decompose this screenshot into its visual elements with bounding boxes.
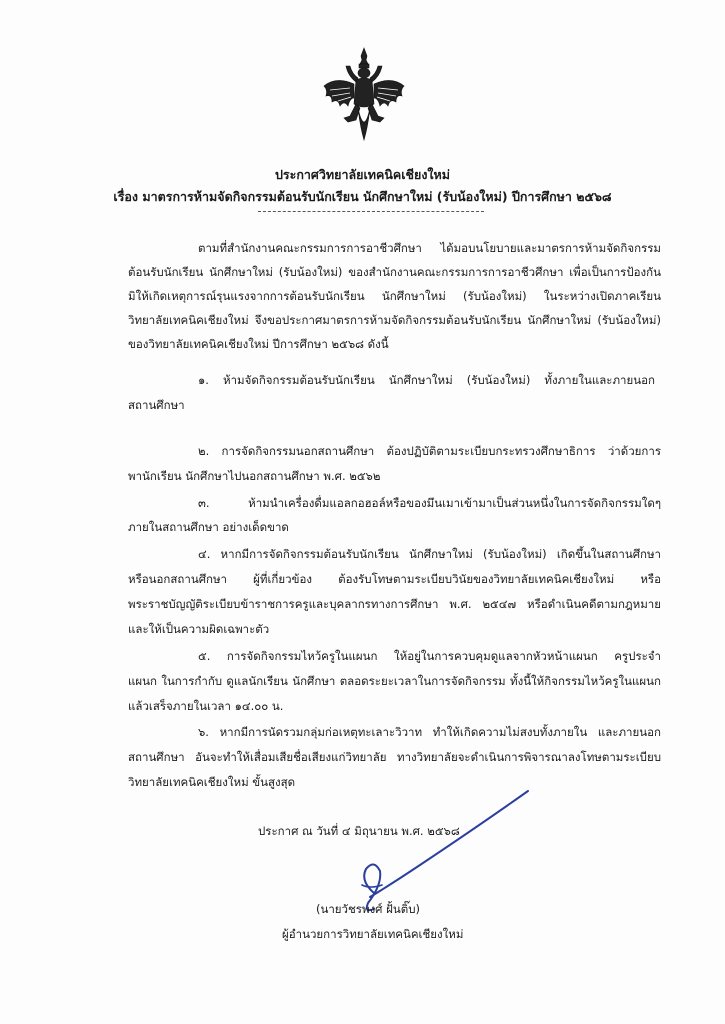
garuda-emblem-icon (322, 46, 406, 142)
signer-position: ผู้อำนวยการวิทยาลัยเทคนิคเชียงใหม่ (282, 927, 464, 941)
item-4-line-2: หรือนอกสถานศึกษา ผู้ที่เกี่ยวข้อง ต้องรับโทษตามระเบียบวินัยของวิทยาลัยเทคนิคเชียงใหม่ หรือ (128, 572, 661, 586)
item-6-line-3: วิทยาลัยเทคนิคเชียงใหม่ ขั้นสูงสุด (128, 775, 296, 789)
item-1-line-1: ๑. ห้ามจัดกิจกรรมต้อนรับนักเรียน นักศึกษาใหม่ (รับน้องใหม่) ทั้งภายในและภายนอก (198, 373, 655, 387)
intro-line-5: ของวิทยาลัยเทคนิคเชียงใหม่ ปีการศึกษา ๒๕๖๘ ดังนี้ (128, 337, 389, 351)
title-divider (258, 211, 484, 212)
announcement-date: ประกาศ ณ วันที่ ๔ มิถุนายน พ.ศ. ๒๕๖๘ (258, 824, 460, 838)
item-4-line-3: พระราชบัญญัติระเบียบข้าราชการครูและบุคลากรทางการศึกษา พ.ศ. ๒๕๔๗ หรือดำเนินคดีตามกฎหมาย (128, 597, 661, 611)
item-1-line-2: สถานศึกษา (128, 398, 185, 412)
item-4-line-4: และให้เป็นความผิดเฉพาะตัว (128, 622, 270, 636)
item-6-line-2: สถานศึกษา อันจะทำให้เสื่อมเสียชื่อเสียงแก่วิทยาลัย ทางวิทยาลัยจะดำเนินการพิจารณาลงโทษตามระเบียบ (128, 750, 661, 764)
signer-name: (นายวัชรพงศ์ ฝั้นติ๊บ) (316, 902, 420, 916)
document-subject: เรื่อง มาตรการห้ามจัดกิจกรรมต้อนรับนักเรียน นักศึกษาใหม่ (รับน้องใหม่) ปีการศึกษา ๒๕๖๘ (113, 189, 612, 204)
item-3-line-2: ภายในสถานศึกษา อย่างเด็ดขาด (128, 520, 289, 534)
intro-line-1: ตามที่สำนักงานคณะกรรมการการอาชีวศึกษา ได้มอบนโยบายและมาตรการห้ามจัดกิจกรรม (198, 241, 661, 255)
item-5-line-1: ๕. การจัดกิจกรรมไหว้ครูในแผนก ให้อยู่ในการควบคุมดูแลจากหัวหน้าแผนก ครูประจำ (198, 649, 661, 663)
item-6-line-1: ๖. หากมีการนัดรวมกลุ่มก่อเหตุทะเลาะวิวาท ทำให้เกิดความไม่สงบทั้งภายใน และภายนอก (198, 725, 661, 739)
intro-line-2: ต้อนรับนักเรียน นักศึกษาใหม่ (รับน้องใหม่) ของสำนักงานคณะกรรมการการอาชีวศึกษา เพื่อเป็นการป้องกัน (128, 265, 661, 279)
item-5-line-3: แล้วเสร็จภายในเวลา ๑๔.๐๐ น. (128, 699, 284, 713)
item-2-line-1: ๒. การจัดกิจกรรมนอกสถานศึกษา ต้องปฏิบัติตามระเบียบกระทรวงศึกษาธิการ ว่าด้วยการ (198, 444, 661, 458)
item-3-line-1: ๓. ห้ามนำเครื่องดื่มแอลกอฮอล์หรือของมึนเมาเข้ามาเป็นส่วนหนึ่งในการจัดกิจกรรมใดๆ (198, 496, 661, 510)
intro-line-3: มิให้เกิดเหตุการณ์รุนแรงจากการต้อนรับนักเรียน นักศึกษาใหม่ (รับน้องใหม่) ในระหว่างเปิดภาคเรียน (128, 289, 661, 303)
item-2-line-2: พานักเรียน นักศึกษาไปนอกสถานศึกษา พ.ศ. ๒๕๖๒ (128, 469, 381, 483)
item-4-line-1: ๔. หากมีการจัดกิจกรรมต้อนรับนักเรียน นักศึกษาใหม่ (รับน้องใหม่) เกิดขึ้นในสถานศึกษา (198, 547, 661, 561)
intro-line-4: วิทยาลัยเทคนิคเชียงใหม่ จึงขอประกาศมาตรการห้ามจัดกิจกรรมต้อนรับนักเรียน นักศึกษาใหม่ (รับน้องใหม่) (128, 313, 661, 327)
document-title: ประกาศวิทยาลัยเทคนิคเชียงใหม่ (274, 167, 451, 182)
item-5-line-2: แผนก ในการกำกับ ดูแลนักเรียน นักศึกษา ตลอดระยะเวลาในการจัดกิจกรรม ทั้งนี้ให้กิจกรรมไหว้ครูในแผนก (128, 674, 661, 688)
